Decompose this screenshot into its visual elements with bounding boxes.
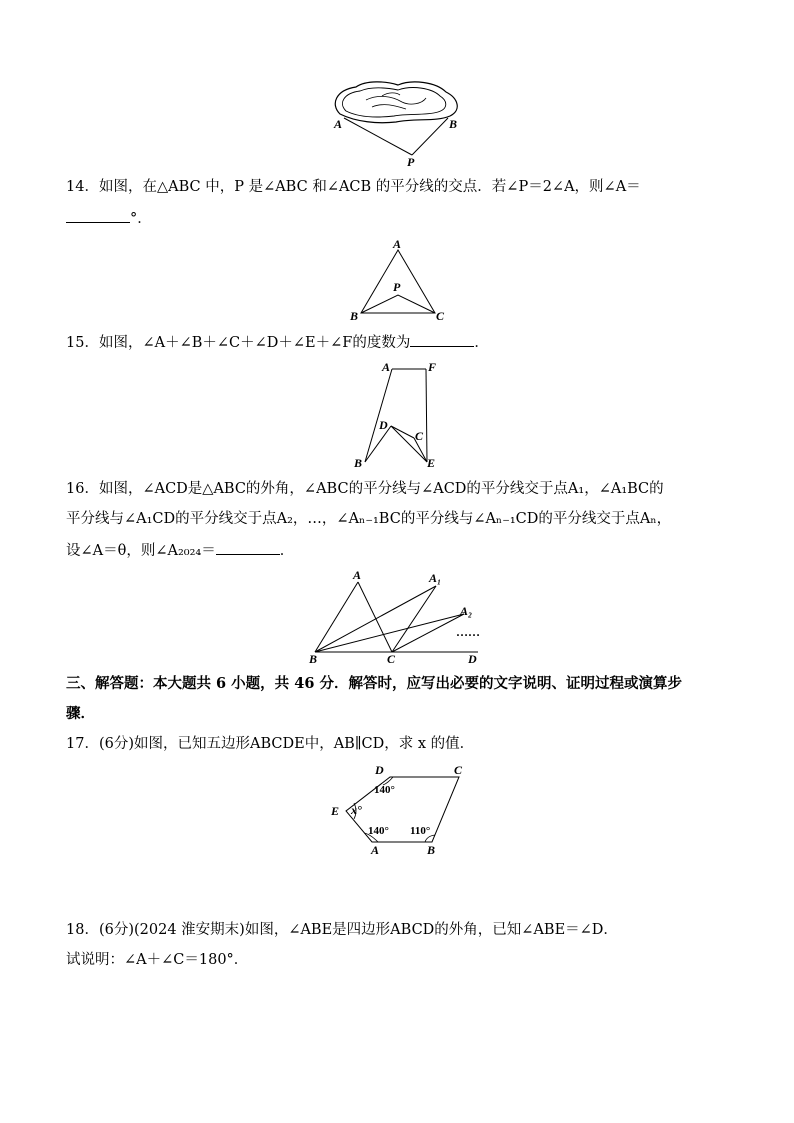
label-d: D [468, 652, 477, 666]
q16-text-line1: 16．如图，∠ACD是△ABC的外角，∠ABC的平分线与∠ACD的平分线交于点A₁，∠A₁BC的 [66, 481, 664, 497]
q15-text: 15．如图，∠A＋∠B＋∠C＋∠D＋∠E＋∠F的度数为 [66, 335, 411, 351]
label-angle-d: 140° [374, 784, 395, 796]
q15-line [66, 331, 489, 353]
label-a: A [393, 237, 402, 251]
segment-fe [426, 369, 427, 462]
q14-line2 [66, 207, 152, 229]
segment-ab [365, 369, 392, 462]
q16-answer-blank[interactable] [216, 539, 280, 555]
q16-line3 [66, 539, 294, 561]
triangle-figure [344, 236, 454, 324]
segments-bp-pc [361, 295, 435, 313]
segment-bp [412, 118, 448, 155]
pentagon-figure [326, 760, 472, 858]
label-a: A [382, 360, 391, 374]
section3-text-line2: 骤． [66, 705, 95, 722]
segment-ca1 [392, 586, 436, 652]
label-a2: A₂ [460, 604, 473, 618]
label-a: A [334, 117, 343, 131]
q14-answer-blank[interactable] [66, 207, 130, 223]
label-a1: A₁ [429, 571, 442, 585]
label-b: B [449, 117, 458, 131]
q17-text: 17．(6分)如图，已知五边形ABCDE中，AB∥CD，求 x 的值． [66, 736, 475, 752]
segment-ap [344, 118, 412, 155]
q18-text-line1: 18．(6分)(2024 淮安期末)如图，∠ABE是四边形ABCD的外角，已知∠ABE＝∠D． [66, 922, 618, 938]
label-b: B [309, 652, 318, 666]
label-d: D [379, 418, 388, 432]
q16-text-line3: 设∠A＝θ，则∠A₂₀₂₄＝ [66, 543, 216, 559]
segment-ba [315, 582, 358, 652]
label-b: B [427, 843, 436, 857]
label-a: A [371, 843, 380, 857]
label-e: E [427, 456, 436, 470]
lake-figure [326, 76, 466, 172]
label-e: E [331, 804, 340, 818]
label-f: F [428, 360, 437, 374]
lake-ripple [372, 105, 406, 109]
segment-ac [358, 582, 392, 652]
label-c: C [415, 429, 424, 443]
label-p: P [393, 280, 401, 294]
bisector-figure [300, 566, 496, 666]
q18-line2 [66, 950, 248, 970]
pentagon-abcde [346, 777, 459, 842]
lake-inner-outline [342, 88, 445, 117]
label-dots: …… [456, 625, 480, 639]
lake-ripple [366, 96, 426, 104]
section3-text-line1: 三、解答题：本大题共 6 小题，共 46 分．解答时，应写出必要的文字说明、证明过程或演算步 [66, 675, 682, 692]
label-angle-a: 140° [368, 825, 389, 837]
segment-ca2 [392, 614, 464, 652]
q16-suffix: ． [279, 543, 295, 559]
q17-line [66, 734, 474, 754]
q16-text-line2: 平分线与∠A₁CD的平分线交于点A₂，…，∠Aₙ₋₁BC的平分线与∠Aₙ₋₁CD的平分线交于点Aₙ， [66, 511, 672, 527]
segment-ba1 [315, 586, 436, 652]
q14-text: 14．如图，在△ABC 中，P 是∠ABC 和∠ACB 的平分线的交点．若∠P＝2∠A，则∠A＝ [66, 179, 641, 195]
q14-line1 [66, 177, 641, 197]
label-b: B [354, 456, 363, 470]
label-c: C [436, 309, 445, 323]
label-c: C [387, 652, 396, 666]
label-p: P [407, 155, 415, 169]
q16-line2 [66, 509, 671, 529]
q15-suffix: ． [474, 335, 489, 351]
label-c: C [454, 763, 463, 777]
q18-text-line2: 试说明：∠A＋∠C＝180°． [66, 952, 249, 968]
q15-answer-blank[interactable] [410, 331, 474, 347]
label-b: B [350, 309, 359, 323]
lake-ripple [382, 93, 400, 96]
label-a: A [353, 568, 362, 582]
lake-outline [335, 82, 457, 123]
q18-line1 [66, 920, 618, 940]
segment-dc [391, 426, 414, 438]
section3-heading-line1 [66, 674, 682, 694]
label-d: D [375, 763, 384, 777]
label-angle-b: 110° [410, 825, 431, 837]
label-x: x° [351, 803, 362, 817]
q16-line1 [66, 479, 664, 499]
hexa-figure [350, 358, 450, 472]
section3-heading-line2 [66, 704, 95, 724]
q14-suffix: °． [130, 211, 152, 227]
